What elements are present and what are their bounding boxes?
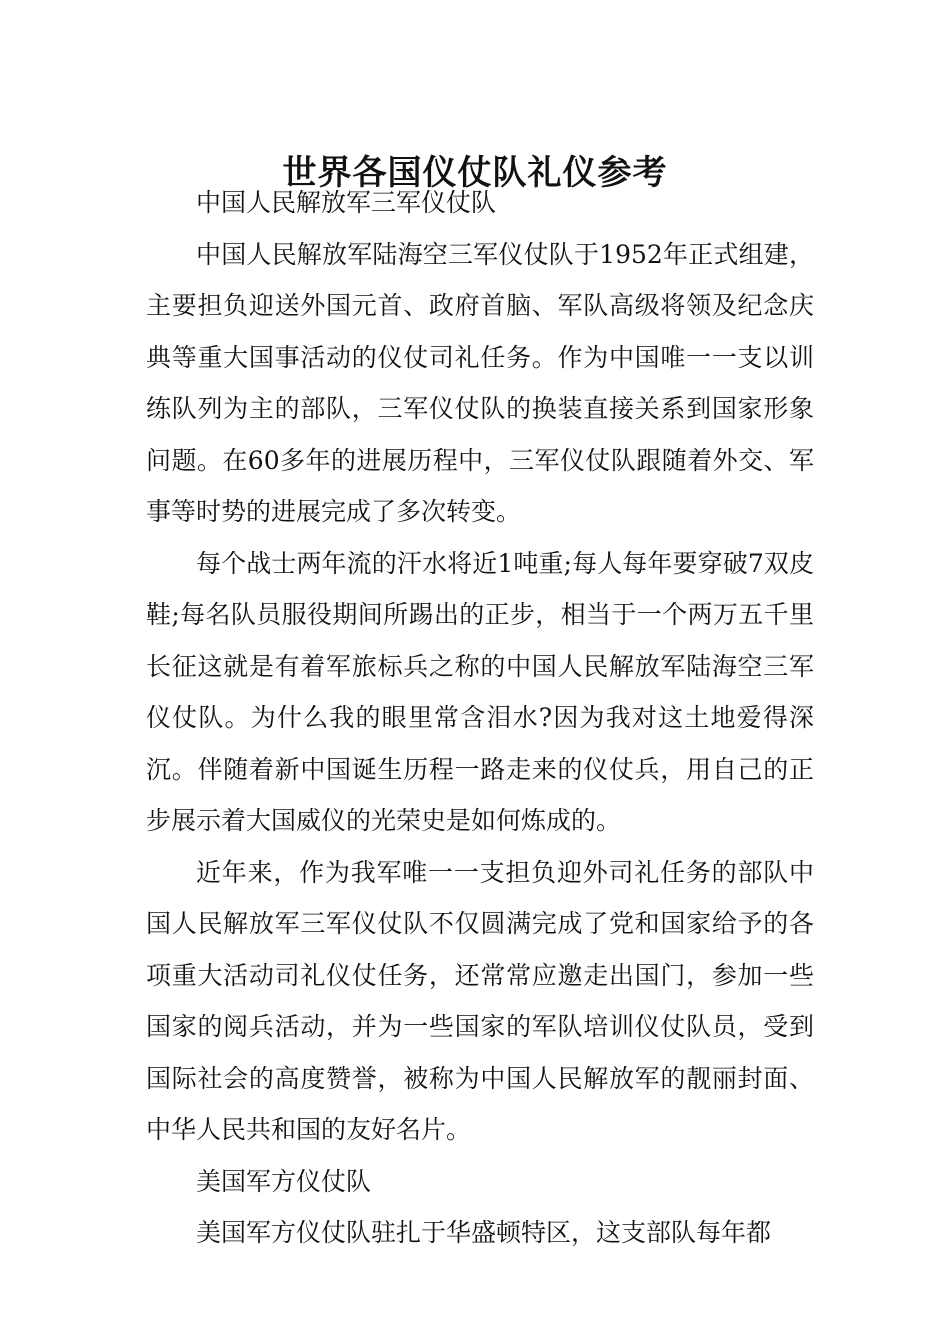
document-body	[146, 177, 814, 1259]
paragraph: 中国人民解放军陆海空三军仪仗队于1952年正式组建，主要担负迎送外国元首、政府首脑、军队高级将领及纪念庆典等重大国事活动的仪仗司礼任务。作为中国唯一一支以训练队列为主的部队，三军仪仗队的换装直接关系到国家形象问题。在60多年的进展历程中，三军仪仗队跟随着外交、军事等时势的进展完成了多次转变。	[146, 239, 814, 526]
section-heading-usa: 美国军方仪仗队	[196, 1166, 372, 1196]
paragraph: 近年来，作为我军唯一一支担负迎外司礼任务的部队中国人民解放军三军仪仗队不仅圆满完成了党和国家给予的各项重大活动司礼仪仗任务，还常常应邀走出国门，参加一些国家的阅兵活动，并为一些国家的军队培训仪仗队员，受到国际社会的高度赞誉，被称为中国人民解放军的靓丽封面、中华人民共和国的友好名片。	[146, 857, 814, 1144]
paragraph: 美国军方仪仗队驻扎于华盛顿特区，这支部队每年都	[196, 1218, 772, 1247]
document-title: 世界各国仪仗队礼仪参考	[282, 152, 668, 193]
section-heading-china: 中国人民解放军三军仪仗队	[196, 188, 497, 217]
paragraph: 每个战士两年流的汗水将近1吨重;每人每年要穿破7双皮鞋;每名队员服役期间所踢出的正步，相当于一个两万五千里长征这就是有着军旅标兵之称的中国人民解放军陆海空三军仪仗队。为什么我的眼里常含泪水?因为我对这土地爱得深沉。伴随着新中国诞生历程一路走来的仪仗兵，用自己的正步展示着大国威仪的光荣史是如何炼成的。	[146, 548, 814, 835]
